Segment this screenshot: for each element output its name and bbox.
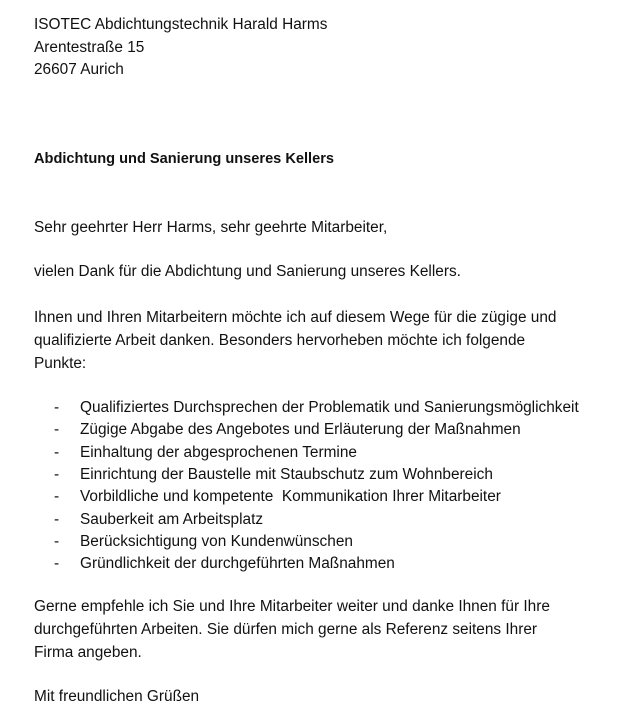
list-dash: -	[54, 466, 60, 483]
list-dash: -	[54, 444, 60, 461]
list-item-text: Berücksichtigung von Kundenwünschen	[80, 533, 353, 550]
list-dash: -	[54, 488, 60, 505]
sender-company: ISOTEC Abdichtungstechnik Harald Harms	[34, 16, 328, 33]
intro-line: qualifizierte Arbeit danken. Besonders hervorheben möchte ich folgende	[34, 332, 526, 349]
intro-line: Ihnen und Ihren Mitarbeitern möchte ich auf diesem Wege für die zügige und	[34, 309, 557, 326]
greeting: Mit freundlichen Grüßen	[34, 688, 200, 705]
closing-line: durchgeführten Arbeiten. Sie dürfen mich gerne als Referenz seitens Ihrer	[34, 621, 538, 638]
list-dash: -	[54, 533, 60, 550]
list-item-text: Zügige Abgabe des Angebotes und Erläuterung der Maßnahmen	[80, 421, 521, 438]
list-item-text: Vorbildliche und kompetente Kommunikation Ihrer Mitarbeiter	[80, 488, 501, 505]
thanks-paragraph: vielen Dank für die Abdichtung und Sanierung unseres Kellers.	[34, 263, 461, 280]
list-dash: -	[54, 555, 60, 572]
intro-line: Punkte:	[34, 355, 87, 372]
letter-subject: Abdichtung und Sanierung unseres Kellers	[34, 151, 335, 167]
sender-city: 26607 Aurich	[34, 61, 124, 78]
closing-line: Gerne empfehle ich Sie und Ihre Mitarbeiter weiter und danke Ihnen für Ihre	[34, 598, 550, 615]
list-dash: -	[54, 421, 60, 438]
list-dash: -	[54, 399, 60, 416]
list-item-text: Gründlichkeit der durchgeführten Maßnahmen	[80, 555, 395, 572]
list-item-text: Sauberkeit am Arbeitsplatz	[80, 511, 264, 528]
list-item-text: Einhaltung der abgesprochenen Termine	[80, 444, 357, 461]
list-item-text: Qualifiziertes Durchsprechen der Problematik und Sanierungsmöglichkeit	[80, 399, 579, 416]
closing-line: Firma angeben.	[34, 644, 142, 661]
list-dash: -	[54, 511, 60, 528]
list-item-text: Einrichtung der Baustelle mit Staubschutz zum Wohnbereich	[80, 466, 493, 483]
sender-street: Arentestraße 15	[34, 39, 145, 56]
salutation: Sehr geehrter Herr Harms, sehr geehrte Mitarbeiter,	[34, 219, 388, 236]
